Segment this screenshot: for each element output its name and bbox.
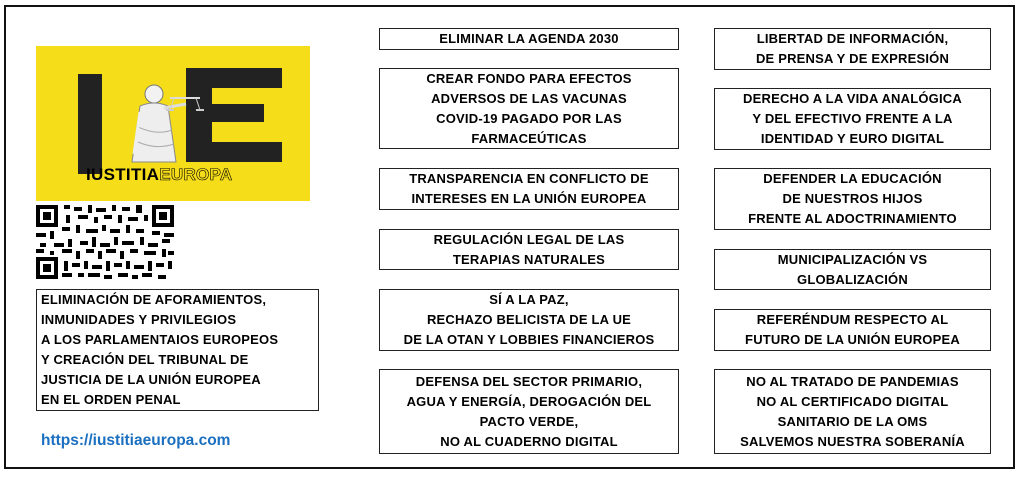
- left-box-line: INMUNIDADES Y PRIVILEGIOS: [41, 312, 237, 327]
- iustitia-europa-logo: [36, 46, 310, 201]
- middle-demand-box: DEFENSA DEL SECTOR PRIMARIO, AGUA Y ENERGÍA, DEROGACIÓN DEL PACTO VERDE, NO AL CUADERNO DIGITAL: [379, 369, 679, 454]
- left-box-line: EN EL ORDEN PENAL: [41, 392, 181, 407]
- logo-wordmark: IUSTITIAEUROPA: [86, 165, 233, 184]
- right-demand-box: NO AL TRATADO DE PANDEMIAS NO AL CERTIFICADO DIGITAL SANITARIO DE LA OMS SALVEMOS NUESTRA SOBERANÍA: [714, 369, 991, 454]
- left-box-line: A LOS PARLAMENTAIOS EUROPEOS: [41, 332, 279, 347]
- left-box-line: Y CREACIÓN DEL TRIBUNAL DE: [41, 352, 249, 367]
- middle-demand-box: SÍ A LA PAZ, RECHAZO BELICISTA DE LA UE DE LA OTAN Y LOBBIES FINANCIEROS: [379, 289, 679, 351]
- qr-code-icon: [36, 205, 174, 279]
- right-demand-box: LIBERTAD DE INFORMACIÓN, DE PRENSA Y DE EXPRESIÓN: [714, 28, 991, 70]
- left-box-line: JUSTICIA DE LA UNIÓN EUROPEA: [41, 372, 261, 387]
- middle-demand-box: CREAR FONDO PARA EFECTOS ADVERSOS DE LAS VACUNAS COVID-19 PAGADO POR LAS FARMACEÚTICAS: [379, 68, 679, 149]
- middle-demand-box: TRANSPARENCIA EN CONFLICTO DE INTERESES EN LA UNIÓN EUROPEA: [379, 168, 679, 210]
- middle-demand-box: REGULACIÓN LEGAL DE LAS TERAPIAS NATURALES: [379, 229, 679, 270]
- left-demand-box: [36, 289, 319, 411]
- right-demand-box: REFERÉNDUM RESPECTO AL FUTURO DE LA UNIÓN EUROPEA: [714, 309, 991, 351]
- middle-demand-box: ELIMINAR LA AGENDA 2030: [379, 28, 679, 50]
- website-link[interactable]: https://iustitiaeuropa.com: [41, 432, 231, 449]
- right-demand-box: DERECHO A LA VIDA ANALÓGICA Y DEL EFECTIVO FRENTE A LA IDENTIDAD Y EURO DIGITAL: [714, 88, 991, 150]
- right-demand-box: MUNICIPALIZACIÓN VS GLOBALIZACIÓN: [714, 249, 991, 290]
- left-box-line: ELIMINACIÓN DE AFORAMIENTOS,: [41, 292, 267, 307]
- right-demand-box: DEFENDER LA EDUCACIÓN DE NUESTROS HIJOS FRENTE AL ADOCTRINAMIENTO: [714, 168, 991, 230]
